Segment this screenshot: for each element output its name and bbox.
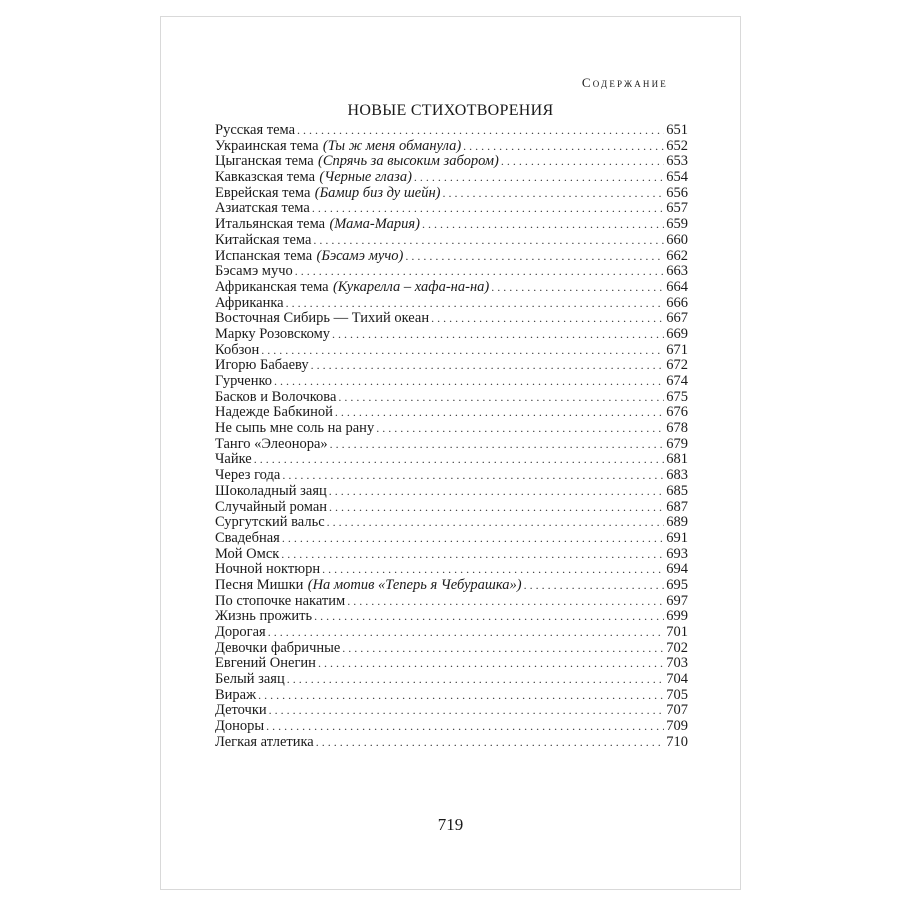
entry-title — [215, 358, 309, 374]
section-title: НОВЫЕ СТИХОТВОРЕНИЯ — [347, 102, 554, 119]
dot-leader — [338, 390, 664, 406]
entry-title — [215, 452, 252, 468]
entry-title-text: Африканская тема — [215, 278, 329, 295]
dot-leader — [316, 735, 665, 751]
entry-title — [215, 249, 403, 265]
dot-leader — [295, 264, 664, 280]
entry-subtitle: (Спрячь за высоким забором) — [317, 153, 499, 170]
entry-title — [215, 656, 316, 672]
toc-entry — [215, 641, 688, 657]
toc-entry — [215, 280, 688, 296]
toc-entry — [215, 154, 688, 170]
entry-page-number: 663 — [666, 263, 688, 280]
dot-leader — [286, 296, 665, 312]
dot-leader — [281, 547, 664, 563]
entry-title — [215, 280, 489, 296]
dot-leader — [282, 531, 664, 547]
entry-page-number: 685 — [666, 482, 688, 499]
entry-title-text: Легкая атлетика — [215, 733, 314, 750]
entry-title-text: Песня Мишки — [215, 576, 304, 593]
toc-entry — [215, 452, 688, 468]
entry-title-text: Танго «Элеонора» — [215, 435, 328, 452]
entry-title — [215, 688, 256, 704]
entry-title-text: Вираж — [215, 686, 257, 703]
entry-title-text: Восточная Сибирь — Тихий океан — [215, 310, 430, 327]
entry-title-text: Случайный роман — [215, 498, 328, 515]
toc-entry — [215, 296, 688, 312]
dot-leader — [501, 154, 664, 170]
table-of-contents — [215, 123, 688, 751]
entry-page-number: 691 — [666, 529, 688, 546]
entry-title — [215, 641, 340, 657]
dot-leader — [405, 249, 664, 265]
entry-page-number: 651 — [666, 122, 688, 138]
entry-subtitle: (Кукарелла – хафа-на-на) — [332, 278, 490, 295]
toc-entry — [215, 421, 688, 437]
dot-leader — [342, 641, 664, 657]
entry-page-number: 667 — [666, 310, 688, 327]
dot-leader — [332, 327, 664, 343]
entry-page-number: 664 — [666, 278, 688, 295]
dot-leader — [274, 374, 664, 390]
entry-title — [215, 578, 522, 594]
dot-leader — [329, 484, 664, 500]
entry-title-text: Доноры — [215, 718, 265, 735]
entry-title-text: Жизнь прожить — [215, 608, 313, 625]
entry-title-text: Басков и Волочкова — [215, 388, 337, 405]
toc-entry — [215, 562, 688, 578]
entry-title — [215, 217, 420, 233]
toc-entry — [215, 186, 688, 202]
entry-page-number: 710 — [666, 733, 688, 750]
dot-leader — [287, 672, 665, 688]
toc-entry — [215, 531, 688, 547]
entry-title-text: Евгений Онегин — [215, 655, 316, 672]
toc-entry — [215, 672, 688, 688]
entry-title — [215, 468, 280, 484]
entry-page-number: 657 — [666, 200, 688, 217]
toc-entry — [215, 311, 688, 327]
entry-page-number: 703 — [666, 655, 688, 672]
entry-title-text: По стопочке накатим — [215, 592, 346, 609]
page-number: 719 — [437, 815, 464, 834]
entry-page-number: 689 — [666, 514, 688, 531]
entry-title — [215, 296, 284, 312]
entry-title-text: Цыганская тема — [215, 153, 314, 170]
entry-title — [215, 154, 499, 170]
toc-entry — [215, 264, 688, 280]
toc-entry — [215, 484, 688, 500]
dot-leader — [329, 500, 664, 516]
entry-title-text: Шоколадный заяц — [215, 482, 327, 499]
entry-title-text: Африканка — [215, 294, 284, 311]
entry-title — [215, 515, 325, 531]
toc-entry — [215, 437, 688, 453]
entry-title — [215, 374, 272, 390]
entry-title-text: Чайке — [215, 451, 252, 468]
toc-entry — [215, 123, 688, 139]
toc-entry — [215, 547, 688, 563]
entry-page-number: 653 — [666, 153, 688, 170]
entry-page-number: 674 — [666, 373, 688, 389]
entry-title — [215, 703, 267, 719]
entry-title-text: Белый заяц — [215, 671, 285, 688]
toc-entry — [215, 327, 688, 343]
entry-page-number: 675 — [666, 388, 688, 405]
entry-title — [215, 170, 412, 186]
dot-leader — [266, 719, 664, 735]
toc-entry — [215, 625, 688, 641]
entry-page-number: 699 — [666, 608, 688, 625]
toc-entry — [215, 500, 688, 516]
entry-page-number: 701 — [666, 624, 688, 640]
entry-title-text: Украинская тема — [215, 137, 319, 154]
toc-entry — [215, 594, 688, 610]
dot-leader — [414, 170, 664, 186]
entry-title-text: Китайская тема — [215, 231, 312, 248]
entry-page-number: 693 — [666, 545, 688, 562]
entry-title — [215, 233, 311, 249]
entry-title-text: Гурченко — [215, 373, 273, 389]
toc-entry — [215, 390, 688, 406]
entry-title-text: Не сыпь мне соль на рану — [215, 420, 375, 437]
entry-page-number: 666 — [666, 294, 688, 311]
dot-leader — [491, 280, 664, 296]
toc-entry — [215, 217, 688, 233]
entry-title — [215, 531, 280, 547]
toc-entry — [215, 374, 688, 390]
entry-page-number: 676 — [666, 404, 688, 421]
entry-title — [215, 201, 310, 217]
entry-subtitle: (Черные глаза) — [319, 169, 412, 186]
dot-leader — [261, 343, 664, 359]
entry-subtitle: (Мама-Мария) — [329, 216, 420, 233]
entry-title — [215, 123, 295, 139]
entry-page-number: 709 — [666, 718, 688, 735]
entry-subtitle: (Ты ж меня обманула) — [322, 137, 462, 154]
entry-page-number: 705 — [666, 686, 688, 703]
toc-entry — [215, 468, 688, 484]
toc-entry — [215, 358, 688, 374]
entry-page-number: 660 — [666, 231, 688, 248]
dot-leader — [347, 594, 664, 610]
entry-title-text: Азиатская тема — [215, 200, 310, 217]
book-page — [160, 16, 741, 890]
entry-page-number: 671 — [666, 341, 688, 358]
entry-title — [215, 390, 336, 406]
dot-leader — [376, 421, 664, 437]
dot-leader — [431, 311, 664, 327]
entry-title-text: Марку Розовскому — [215, 325, 331, 342]
toc-entry — [215, 170, 688, 186]
entry-page-number: 672 — [666, 357, 688, 374]
dot-leader — [268, 625, 665, 641]
entry-title-text: Сургутский вальс — [215, 514, 325, 531]
toc-entry — [215, 688, 688, 704]
entry-page-number: 678 — [666, 420, 688, 437]
dot-leader — [422, 217, 664, 233]
toc-entry — [215, 405, 688, 421]
toc-entry — [215, 233, 688, 249]
toc-entry — [215, 719, 688, 735]
toc-entry — [215, 249, 688, 265]
entry-page-number: 662 — [666, 247, 688, 264]
toc-entry — [215, 578, 688, 594]
entry-title — [215, 139, 461, 155]
toc-entry — [215, 735, 688, 751]
toc-entry — [215, 656, 688, 672]
entry-title — [215, 484, 327, 500]
entry-title-text: Ночной ноктюрн — [215, 561, 321, 578]
entry-title — [215, 625, 266, 641]
toc-entry — [215, 343, 688, 359]
entry-title — [215, 327, 330, 343]
entry-page-number: 697 — [666, 592, 688, 609]
entry-title — [215, 405, 333, 421]
entry-page-number: 702 — [666, 639, 688, 656]
entry-title-text: Дорогая — [215, 624, 266, 640]
entry-title — [215, 264, 293, 280]
toc-entry — [215, 609, 688, 625]
entry-title — [215, 186, 440, 202]
entry-page-number: 707 — [666, 702, 688, 719]
dot-leader — [254, 452, 665, 468]
entry-title-text: Испанская тема — [215, 247, 313, 264]
entry-title — [215, 421, 374, 437]
entry-title — [215, 672, 285, 688]
entry-title — [215, 594, 345, 610]
entry-title — [215, 735, 314, 751]
entry-title — [215, 547, 279, 563]
entry-page-number: 683 — [666, 467, 688, 484]
entry-title-text: Бэсамэ мучо — [215, 263, 293, 280]
entry-title-text: Деточки — [215, 702, 267, 719]
dot-leader — [282, 468, 664, 484]
entry-page-number: 654 — [666, 169, 688, 186]
entry-page-number: 659 — [666, 216, 688, 233]
dot-leader — [335, 405, 664, 421]
entry-subtitle: (Бамир биз ду шейн) — [314, 184, 441, 201]
dot-leader — [297, 123, 664, 139]
dot-leader — [313, 233, 664, 249]
entry-page-number: 687 — [666, 498, 688, 515]
entry-title-text: Через года — [215, 467, 281, 484]
dot-leader — [327, 515, 665, 531]
entry-title — [215, 562, 320, 578]
entry-page-number: 679 — [666, 435, 688, 452]
dot-leader — [442, 186, 664, 202]
dot-leader — [311, 358, 665, 374]
toc-entry — [215, 515, 688, 531]
entry-title-text: Еврейская тема — [215, 184, 311, 201]
entry-page-number: 652 — [666, 137, 688, 154]
dot-leader — [463, 139, 664, 155]
entry-title-text: Надежде Бабкиной — [215, 404, 333, 421]
toc-entry — [215, 139, 688, 155]
entry-title — [215, 500, 327, 516]
dot-leader — [322, 562, 664, 578]
entry-page-number: 694 — [666, 561, 688, 578]
entry-page-number: 669 — [666, 325, 688, 342]
entry-title — [215, 609, 312, 625]
entry-title-text: Кобзон — [215, 341, 260, 358]
dot-leader — [269, 703, 665, 719]
dot-leader — [312, 201, 664, 217]
entry-page-number: 681 — [666, 451, 688, 468]
entry-title — [215, 437, 328, 453]
dot-leader — [524, 578, 665, 594]
entry-page-number: 695 — [666, 576, 688, 593]
dot-leader — [314, 609, 664, 625]
entry-page-number: 656 — [666, 184, 688, 201]
dot-leader — [318, 656, 664, 672]
running-head: Содержание — [581, 75, 668, 90]
entry-title — [215, 311, 429, 327]
entry-title-text: Девочки фабричные — [215, 639, 341, 656]
entry-title — [215, 343, 259, 359]
toc-entry — [215, 703, 688, 719]
entry-page-number: 704 — [666, 671, 688, 688]
entry-title-text: Свадебная — [215, 529, 280, 546]
entry-subtitle: (На мотив «Теперь я Чебурашка») — [307, 576, 522, 593]
entry-title-text: Итальянская тема — [215, 216, 326, 233]
entry-title — [215, 719, 264, 735]
entry-title-text: Игорю Бабаеву — [215, 357, 309, 374]
entry-title-text: Русская тема — [215, 122, 296, 138]
entry-title-text: Кавказская тема — [215, 169, 316, 186]
dot-leader — [330, 437, 665, 453]
toc-entry — [215, 201, 688, 217]
entry-title-text: Мой Омск — [215, 545, 280, 562]
entry-subtitle: (Бэсамэ мучо) — [316, 247, 404, 264]
dot-leader — [258, 688, 664, 704]
